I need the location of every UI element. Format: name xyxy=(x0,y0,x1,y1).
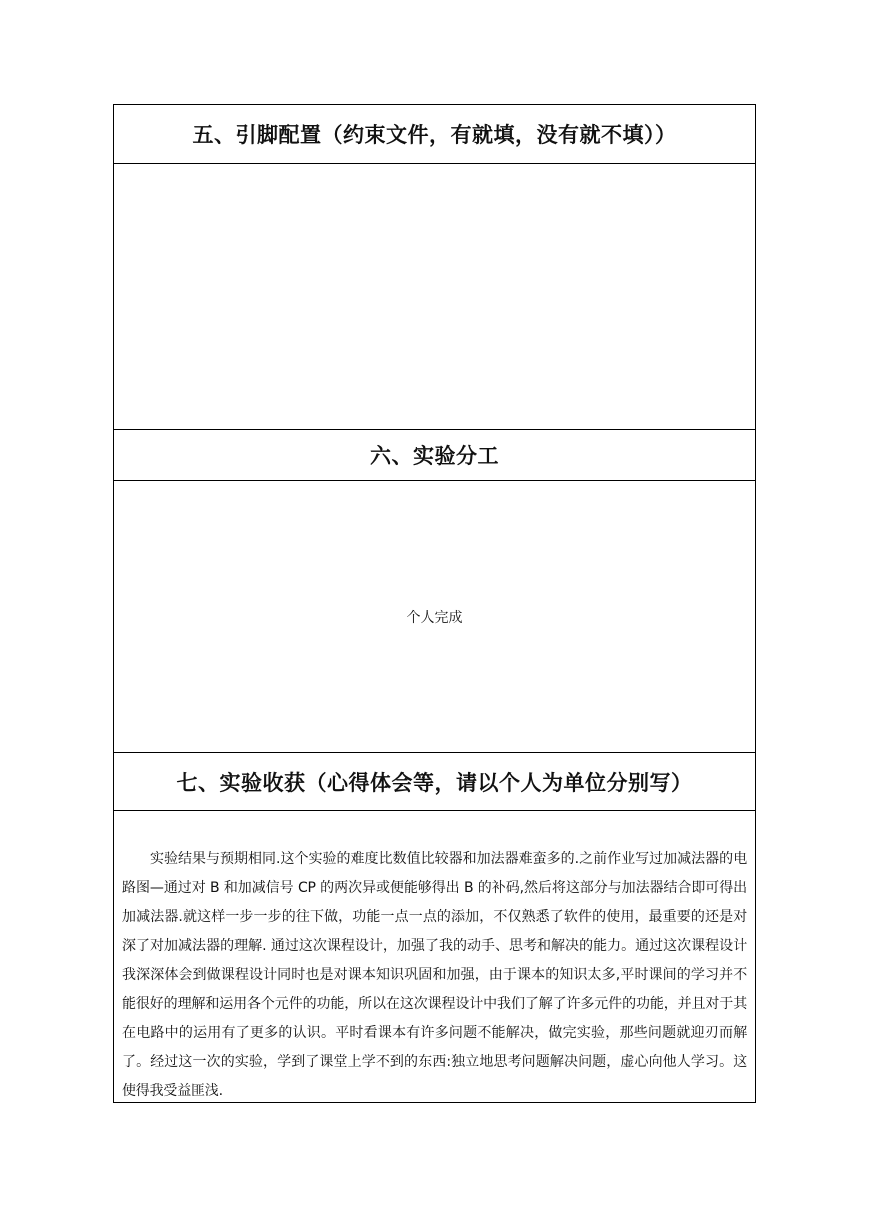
pin-config-title: 五、引脚配置（约束文件，有就填，没有就不填）） xyxy=(192,123,677,147)
division-content-cell xyxy=(114,480,755,752)
section-heading-pin-config xyxy=(114,105,755,163)
section-heading-gains xyxy=(114,752,755,810)
division-title: 六、实验分工 xyxy=(370,444,499,468)
report-table xyxy=(113,104,756,1103)
division-content: 个人完成 xyxy=(406,609,463,626)
section-heading-division xyxy=(114,429,755,480)
gains-content-cell xyxy=(114,810,755,1102)
gains-title: 七、实验收获（心得体会等，请以个人为单位分别写） xyxy=(176,770,693,795)
gains-paragraph: 实验结果与预期相同.这个实验的难度比数值比较器和加法器难蛮多的.之前作业写过加减法器的电路图—通过对 B 和加减信号 CP 的两次异或便能够得出 B 的补码,然后将这部分与加法器结合即可得出加减法器.就这样一步一步的往下做，功能一点一点的添加，不仅熟悉了软件的使用，最重要的还是对深了对加减法器的理解. 通过这次课程设计，加强了我的动手、思考和解决的能力。通过这次课程设计我深深体会到做课程设计同时也是对课本知识巩固和加强，由于课本的知识太多,平时课间的学习并不能很好的理解和运用各个元件的功能，所以在这次课程设计中我们了解了许多元件的功能，并且对于其在电路中的运用有了更多的认识。平时看课本有许多问题不能解决，做完实验，那些问题就迎刃而解了。经过这一次的实验，学到了课堂上学不到的东西:独立地思考问题解决问题，虚心向他人学习。这使得我受益匪浅. xyxy=(122,851,747,1099)
pin-config-content-cell xyxy=(114,163,755,429)
